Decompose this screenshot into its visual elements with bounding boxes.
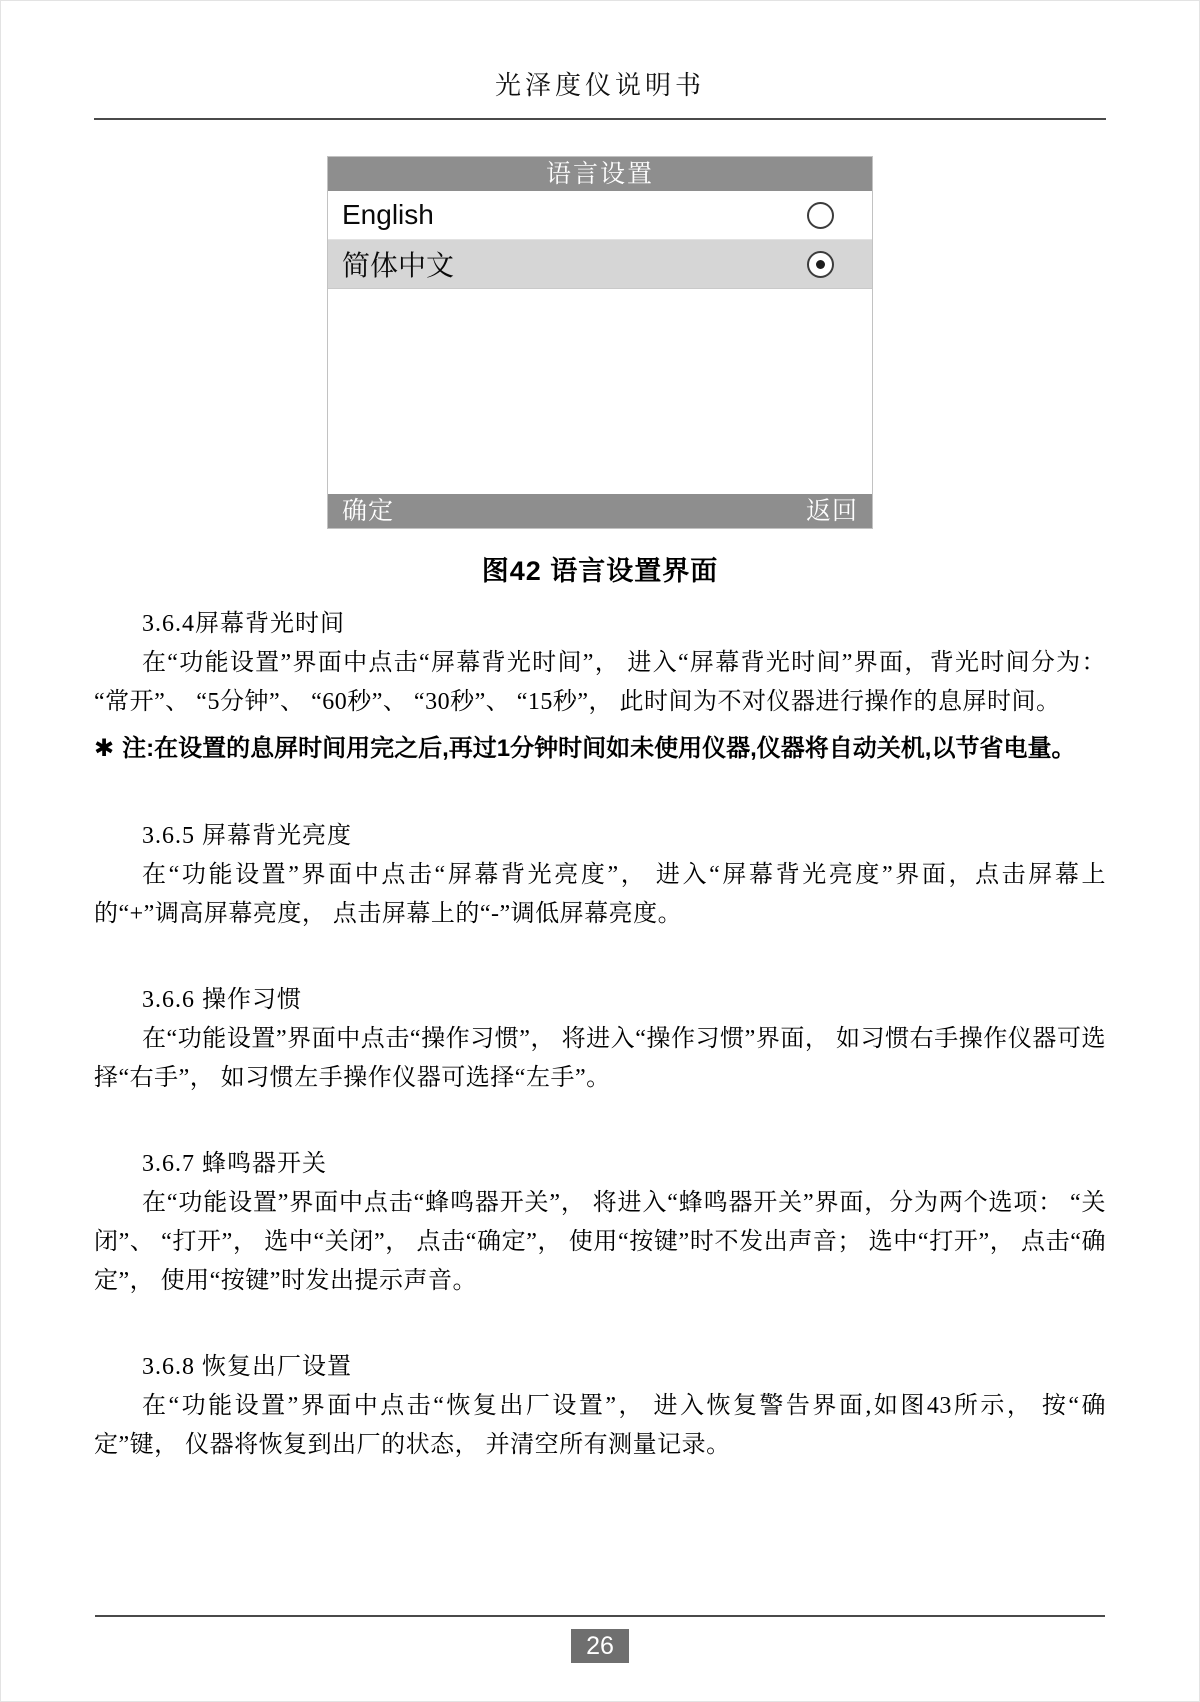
section-3-6-6: [94, 980, 1106, 1098]
section-3-6-8: [94, 1347, 1106, 1465]
section-heading: 3.6.5 屏幕背光亮度: [142, 823, 352, 849]
manual-body: [94, 604, 1106, 1465]
language-option-english[interactable]: [328, 191, 872, 240]
radio-selected-icon[interactable]: [807, 251, 834, 278]
auto-power-off-note: [94, 728, 1106, 770]
language-option-label: 简体中文: [342, 250, 455, 281]
footer-divider: [95, 1615, 1105, 1617]
section-heading: 3.6.7 蜂鸣器开关: [142, 1151, 327, 1177]
page-footer: [95, 1615, 1105, 1663]
section-paragraph: 在“功能设置”界面中点击“屏幕背光时间”， 进入“屏幕背光时间”界面，背光时间分为： “常开”、 “5分钟”、 “60秒”、 “30秒”、 “15秒”， 此时间为不对仪器进行操作的息屏时间。: [94, 650, 1106, 715]
section-heading: 3.6.6 操作习惯: [142, 987, 302, 1013]
section-paragraph: 在“功能设置”界面中点击“屏幕背光亮度”， 进入“屏幕背光亮度”界面，点击屏幕上的“+”调高屏幕亮度， 点击屏幕上的“-”调低屏幕亮度。: [94, 862, 1106, 927]
section-3-6-4: [94, 604, 1106, 770]
language-option-simplified-chinese[interactable]: [328, 240, 872, 289]
language-option-label: English: [342, 199, 434, 230]
section-3-6-5: [94, 816, 1106, 934]
section-heading: 3.6.4屏幕背光时间: [142, 611, 345, 637]
dialog-title: 语言设置: [328, 157, 872, 191]
page-number: 26: [571, 1629, 629, 1663]
note-text: 注:在设置的息屏时间用完之后,再过1分钟时间如未使用仪器,仪器将自动关机,以节省电量。: [122, 735, 1076, 762]
star-icon: ✱: [94, 735, 115, 762]
section-paragraph: 在“功能设置”界面中点击“蜂鸣器开关”， 将进入“蜂鸣器开关”界面，分为两个选项： “关闭”、 “打开”， 选中“关闭”， 点击“确定”， 使用“按键”时不发出声音； 选中“打开”， 点击“确定”， 使用“按键”时发出提示声音。: [94, 1190, 1106, 1294]
section-heading: 3.6.8 恢复出厂设置: [142, 1354, 352, 1380]
language-settings-dialog: [327, 156, 873, 529]
radio-unselected-icon[interactable]: [807, 202, 834, 229]
section-3-6-7: [94, 1144, 1106, 1301]
confirm-button[interactable]: 确定: [342, 497, 395, 525]
dialog-empty-area: [328, 289, 872, 494]
page-header: [1, 1, 1199, 120]
back-button[interactable]: 返回: [805, 497, 858, 525]
header-divider: [94, 118, 1106, 120]
section-paragraph: 在“功能设置”界面中点击“恢复出厂设置”， 进入恢复警告界面,如图43所示， 按“确定”键， 仪器将恢复到出厂的状态， 并清空所有测量记录。: [94, 1393, 1106, 1458]
section-paragraph: 在“功能设置”界面中点击“操作习惯”， 将进入“操作习惯”界面， 如习惯右手操作仪器可选择“右手”， 如习惯左手操作仪器可选择“左手”。: [94, 1026, 1106, 1091]
dialog-footer-bar: [328, 494, 872, 528]
manual-title: 光泽度仪说明书: [494, 70, 705, 100]
figure-caption: 图42 语言设置界面: [481, 556, 719, 586]
